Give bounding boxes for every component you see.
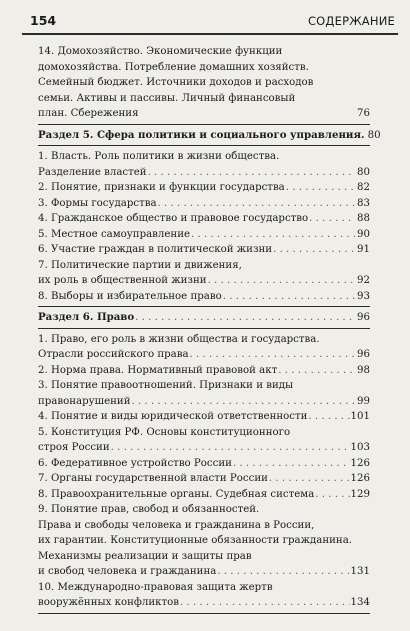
toc-entry-line: 1. Право, его роль в жизни общества и государства.: [38, 333, 320, 345]
toc-dot-leader: [208, 273, 355, 289]
toc-page-number: 129: [350, 488, 370, 500]
toc-entry: [38, 289, 370, 308]
toc-entry-line: 10. Международно-правовая защита жертв: [38, 581, 273, 593]
toc-entry-line: Права и свободы человека и гражданина в России,: [38, 519, 315, 531]
toc-entry-line: семьи. Активы и пассивы. Личный финансовый: [38, 92, 296, 104]
toc-entry: [38, 227, 370, 243]
toc-entry-title: Раздел 5. Сфера политики и социального управления.: [38, 128, 365, 141]
toc-dot-leader: [111, 440, 350, 456]
toc-entry-title: 2. Понятие, признаки и функции государства: [38, 182, 285, 193]
toc-page-number: 131: [350, 566, 370, 577]
toc-page-number: 96: [357, 312, 370, 323]
toc-entry: [38, 211, 370, 227]
toc-entry-lastline: [38, 180, 370, 196]
toc-entry-line: 3. Понятие правоотношений. Признаки и виды: [38, 380, 294, 391]
toc-entry-line: 9. Понятие прав, свобод и обязанностей.: [38, 504, 260, 515]
toc-entry-lastline: [38, 409, 370, 425]
toc-entry: [38, 378, 370, 409]
toc-entry-lastline: [38, 564, 370, 580]
toc-entry-line: их гарантии. Конституционные обязанности гражданина.: [38, 535, 353, 546]
toc-entry-lastline: [38, 242, 370, 258]
toc-entry: [38, 363, 370, 379]
toc-entry-title: строя России: [38, 442, 110, 453]
toc-entry: [38, 425, 370, 456]
toc-dot-leader: [180, 595, 350, 611]
toc-entry-lastline: [38, 363, 370, 379]
toc-entry-lastline: [38, 196, 370, 212]
toc-entry: [38, 332, 370, 363]
page-number: 154: [30, 13, 57, 28]
toc-page-number: 82: [357, 182, 370, 193]
toc-entry-lastline: [38, 487, 370, 503]
toc-dot-leader: [135, 310, 355, 326]
toc-entry: [38, 409, 370, 425]
toc-page-number: 80: [357, 166, 370, 178]
toc-entry-title: правонарушений: [38, 395, 131, 407]
toc-entry-lastline: [38, 227, 370, 243]
toc-entry-title: 8. Выборы и избирательное право: [38, 290, 222, 302]
toc-page-number: 99: [357, 395, 370, 407]
toc-section-heading: [38, 128, 381, 147]
toc-page-number: 88: [357, 213, 370, 224]
toc-page-number: 76: [357, 108, 370, 119]
toc-entry: [38, 487, 370, 503]
toc-dot-leader: [309, 211, 355, 227]
toc-dot-leader: [286, 180, 355, 196]
toc-entry-lastline: [38, 347, 370, 363]
toc-page-number: 98: [357, 364, 370, 376]
toc-entry-lastline: [38, 211, 370, 227]
toc-dot-leader: [217, 564, 349, 580]
toc-page-number: 93: [357, 290, 370, 302]
toc-dot-leader: [269, 471, 350, 487]
toc-section-heading: [38, 310, 370, 329]
running-title: СОДЕРЖАНИЕ: [307, 14, 395, 28]
toc-entry-title: план. Сбережения: [38, 108, 139, 119]
toc-entry-title: 4. Гражданское общество и правовое государство: [38, 213, 309, 224]
toc-entry-title: 3. Формы государства: [38, 197, 157, 209]
toc-page-number: 92: [357, 275, 370, 286]
toc-entry: [38, 149, 370, 180]
toc-entry: [38, 580, 370, 614]
toc-entry-line: 7. Политические партии и движения,: [38, 259, 242, 271]
toc-entry-title: их роль в общественной жизни: [38, 275, 207, 286]
toc-entry-lastline: [38, 471, 370, 487]
toc-page-number: 126: [350, 473, 370, 484]
toc-entry-title: 7. Органы государственной власти России: [38, 473, 268, 484]
toc-entry: [38, 456, 370, 472]
toc-entry-line: домохозяйства. Потребление домашних хозяйств.: [38, 61, 309, 73]
toc-page-number: 80: [367, 129, 381, 141]
toc-entry-title: Раздел 6. Право: [38, 311, 135, 323]
toc-entry-title: 2. Норма права. Нормативный правовой акт: [38, 364, 278, 376]
toc-dot-leader: [278, 363, 355, 379]
toc-entry-title: 6. Участие граждан в политической жизни: [38, 244, 273, 255]
toc-page-number: 134: [350, 597, 370, 608]
toc-dot-leader: [315, 487, 349, 503]
toc-dot-leader: [223, 289, 355, 305]
toc-page-number: 103: [350, 442, 370, 453]
toc-entry-title: 6. Федеративное устройство России: [38, 457, 232, 469]
toc-entry-title: Разделение властей: [38, 166, 147, 178]
toc-entry-line: Семейный бюджет. Источники доходов и расходов: [38, 77, 314, 88]
toc-entry: [38, 471, 370, 487]
toc-entry-lastline: [38, 394, 370, 410]
toc-entry-line: 5. Конституция РФ. Основы конституционного: [38, 426, 291, 438]
toc-entry-lastline: [38, 106, 370, 122]
toc-entry: [38, 196, 370, 212]
toc-dot-leader: [148, 165, 355, 181]
toc-entry: [38, 258, 370, 289]
toc-entry-title: 4. Понятие и виды юридической ответственности: [38, 411, 308, 422]
toc-entry-lastline: [38, 595, 370, 611]
toc-entry-title: вооружённых конфликтов: [38, 597, 179, 608]
toc-entry: [38, 242, 370, 258]
table-of-contents: [38, 44, 381, 617]
toc-entry-line: 1. Власть. Роль политики в жизни общества.: [38, 151, 280, 162]
toc-entry-lastline: [38, 456, 370, 472]
toc-entry-title: 8. Правоохранительные органы. Судебная система: [38, 488, 315, 500]
toc-page-number: 90: [357, 228, 370, 240]
toc-dot-leader: [273, 242, 355, 258]
toc-entry-line: 14. Домохозяйство. Экономические функции: [38, 46, 283, 57]
toc-dot-leader: [233, 456, 350, 472]
toc-dot-leader: [190, 347, 355, 363]
toc-entry-lastline: [38, 310, 370, 326]
toc-entry-line: Механизмы реализации и защиты прав: [38, 550, 252, 562]
toc-entry-lastline: [38, 273, 370, 289]
toc-entry: [38, 44, 370, 125]
toc-entry-title: Отрасли российского права: [38, 349, 189, 360]
toc-entry-title: 5. Местное самоуправление: [38, 228, 191, 240]
toc-page-number: 96: [357, 349, 370, 360]
toc-page-number: 83: [357, 197, 370, 209]
toc-entry-lastline: [38, 165, 370, 181]
toc-dot-leader: [158, 196, 355, 212]
toc-page-number: 126: [350, 457, 370, 469]
toc-dot-leader: [191, 227, 355, 243]
toc-dot-leader: [132, 394, 355, 410]
toc-page-number: 91: [357, 244, 370, 255]
toc-entry: [38, 502, 370, 580]
toc-entry: [38, 180, 370, 196]
toc-dot-leader: [308, 409, 349, 425]
toc-entry-lastline: [38, 440, 370, 456]
header-rule: [22, 33, 398, 35]
toc-entry-title: и свобод человека и гражданина: [38, 566, 217, 577]
toc-page-number: 101: [350, 411, 370, 422]
toc-entry-lastline: [38, 289, 370, 305]
toc-entry-lastline: [38, 128, 381, 144]
